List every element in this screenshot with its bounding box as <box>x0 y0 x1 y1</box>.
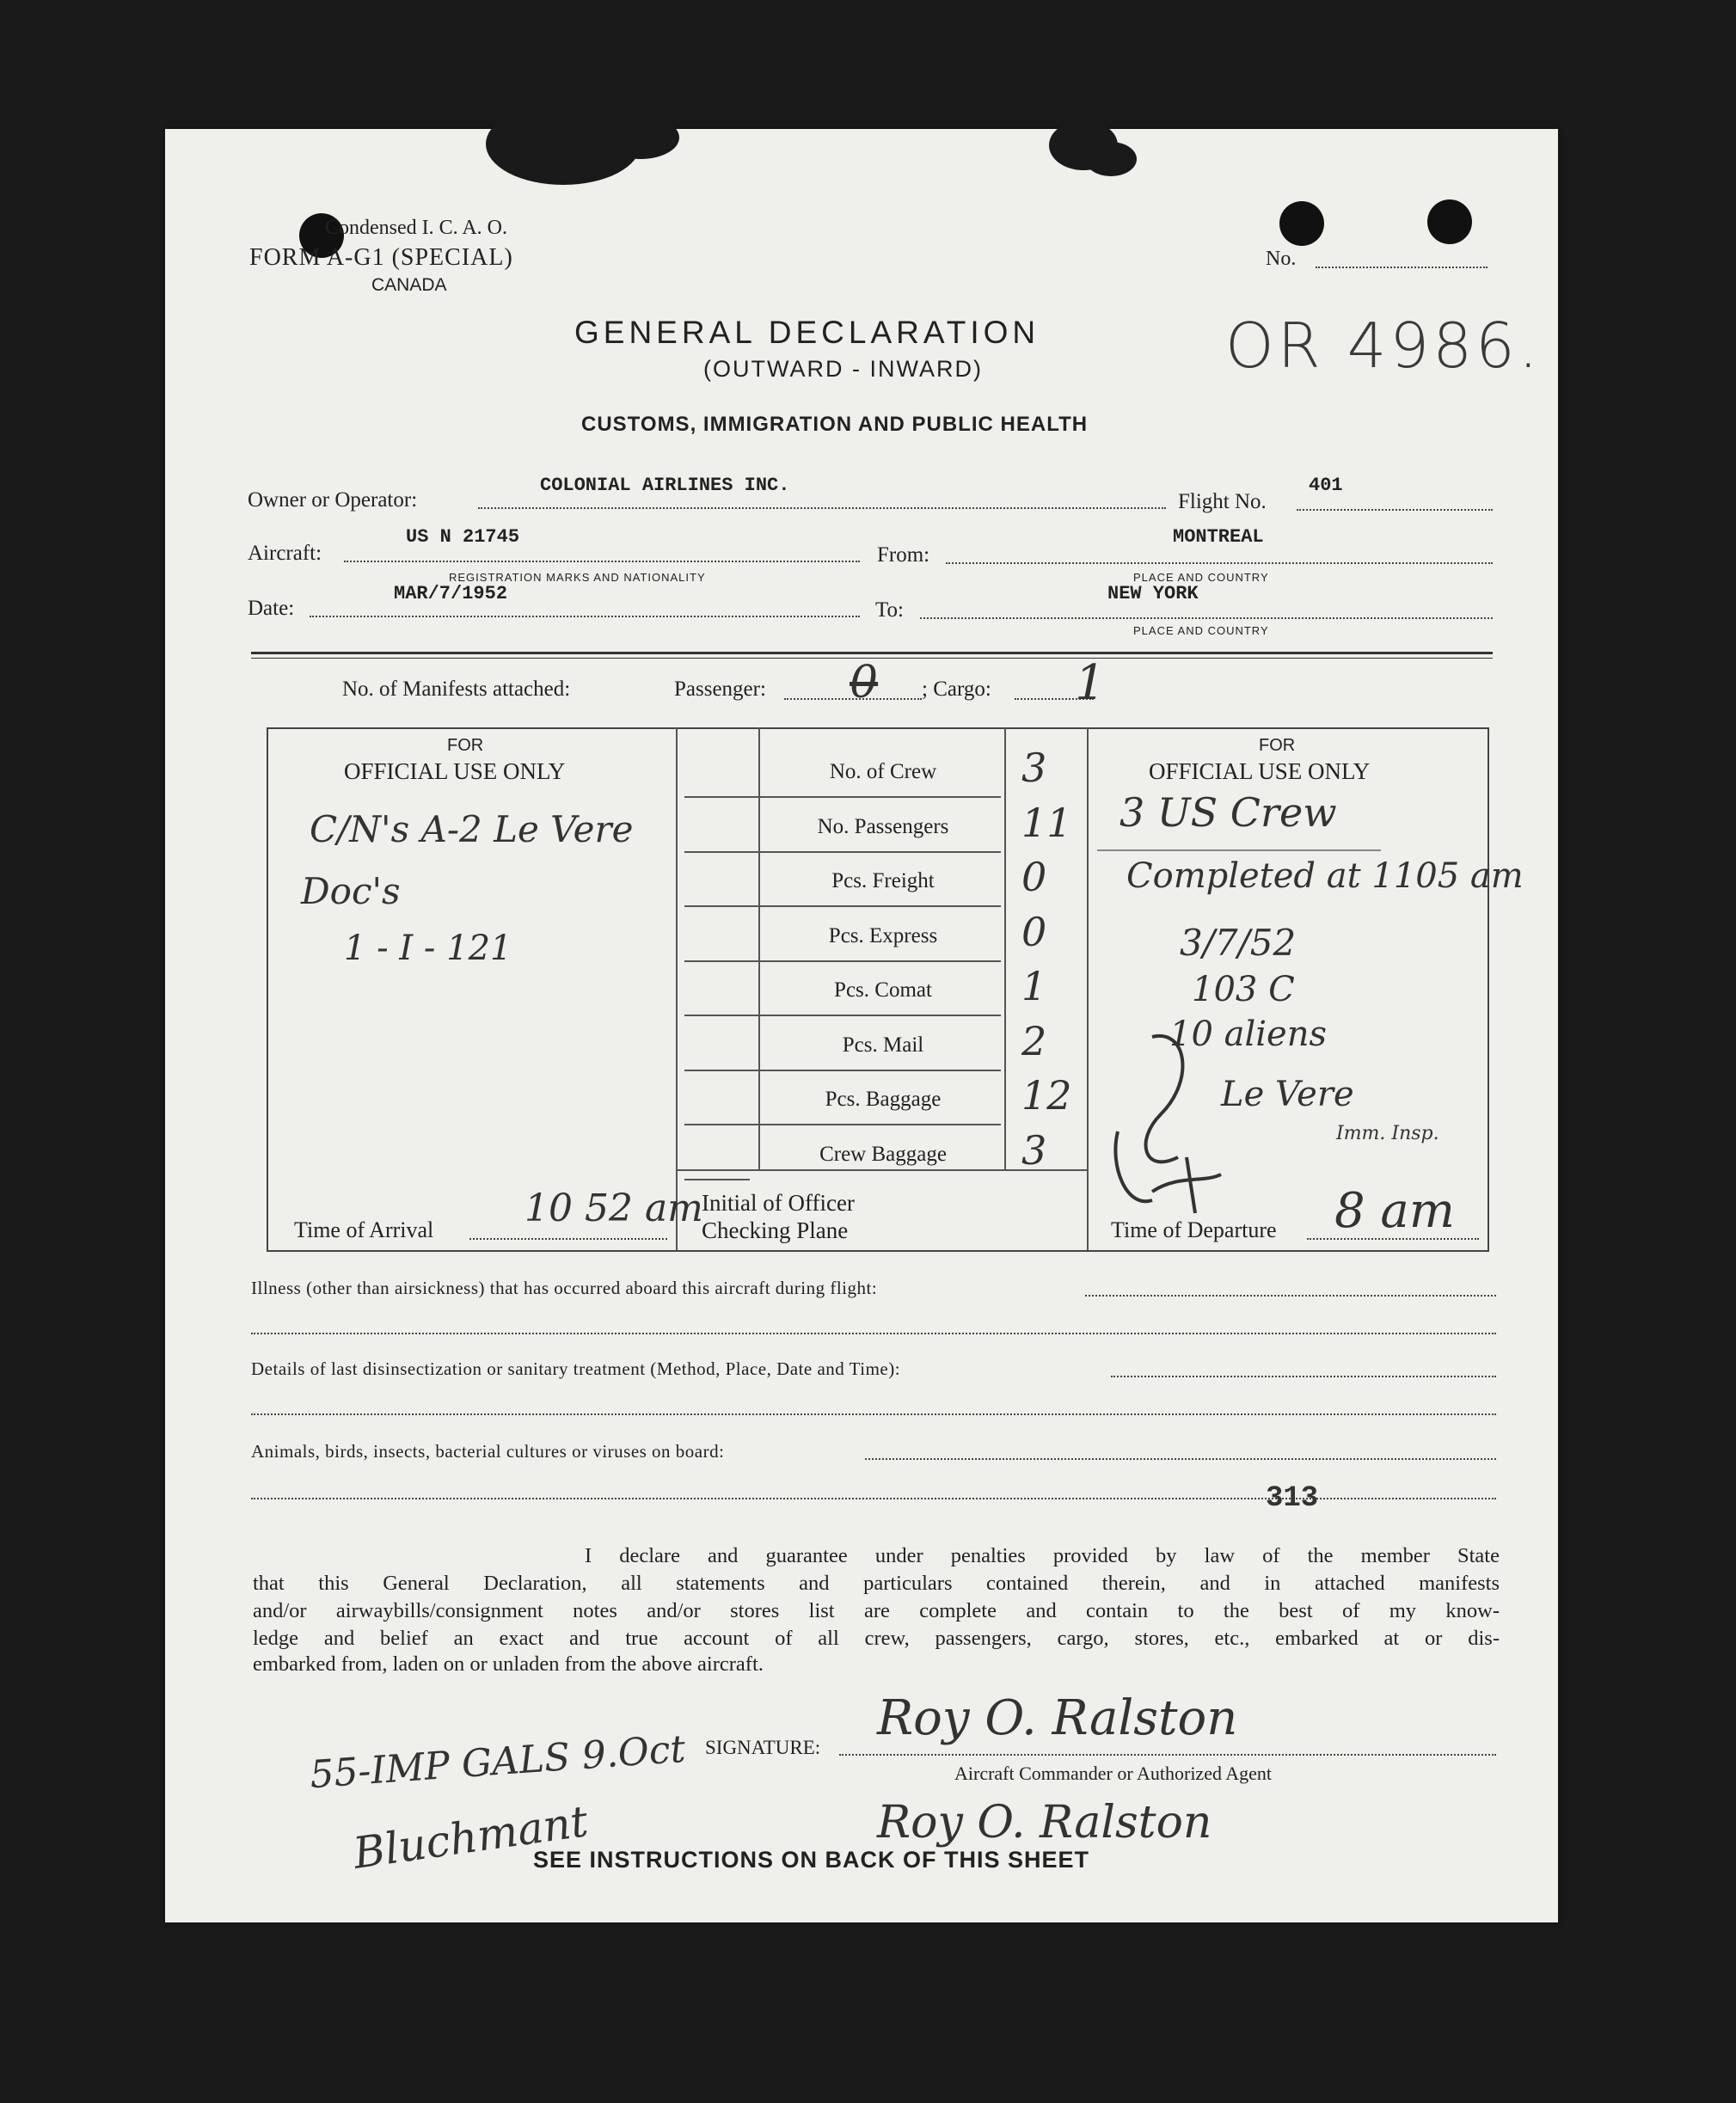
right-official-note: 103 C <box>1192 970 1295 1009</box>
count-row-value[interactable]: 0 <box>1021 909 1047 955</box>
time-of-arrival-value[interactable]: 10 52 am <box>524 1186 703 1230</box>
count-row-label: No. of Crew <box>829 760 937 783</box>
flight-value[interactable]: 401 <box>1309 475 1343 496</box>
row-divider <box>684 1015 750 1016</box>
left-official-note: 1 - I - 121 <box>344 929 512 968</box>
signature-handwritten: Roy O. Ralston <box>877 1690 1238 1746</box>
fuel-note: 55-IMP GALS 9.Oct <box>308 1726 687 1798</box>
date-value[interactable]: MAR/7/1952 <box>394 583 508 604</box>
owner-value[interactable]: COLONIAL AIRLINES INC. <box>540 475 790 496</box>
count-row-value[interactable]: 3 <box>1021 1127 1047 1174</box>
count-row-value[interactable]: 3 <box>1021 745 1047 791</box>
count-row-label: Pcs. Mail <box>842 1033 924 1057</box>
table-divider <box>676 727 678 1250</box>
owner-line <box>478 507 1166 509</box>
aircraft-caption: REGISTRATION MARKS AND NATIONALITY <box>449 571 706 584</box>
row-divider <box>684 1124 750 1125</box>
time-of-arrival-label: Time of Arrival <box>294 1217 434 1242</box>
illness-field-line[interactable] <box>251 1333 1496 1334</box>
aircraft-value[interactable]: US N 21745 <box>406 526 520 548</box>
row-divider <box>684 960 750 962</box>
stamp-number: 313 <box>1266 1482 1319 1515</box>
time-of-arrival-line <box>469 1238 667 1240</box>
animals-field[interactable] <box>865 1458 1496 1460</box>
count-row-label: Crew Baggage <box>819 1143 947 1166</box>
count-row-label: Pcs. Baggage <box>825 1088 942 1111</box>
section-title: CUSTOMS, IMMIGRATION AND PUBLIC HEALTH <box>581 413 1089 436</box>
page-title: GENERAL DECLARATION <box>574 315 1040 350</box>
count-row-value[interactable]: 11 <box>1021 800 1072 846</box>
declaration-line: and/or airwaybills/consignment notes and/or stores list are complete and contain to the best of my know- <box>253 1599 1500 1622</box>
animals-label: Animals, birds, insects, bacterial cultures or viruses on board: <box>251 1441 725 1462</box>
count-row-label: Pcs. Freight <box>831 869 935 892</box>
inspector-initials: Bluchmant <box>350 1796 592 1879</box>
right-official-note: 3 US Crew <box>1120 789 1337 836</box>
aircraft-line <box>344 561 860 562</box>
table-divider <box>1087 727 1089 1250</box>
disinsectization-field[interactable] <box>1111 1376 1496 1377</box>
passenger-manifest-label: Passenger: <box>674 677 766 701</box>
passenger-manifest-value[interactable]: 0 <box>850 657 879 708</box>
initial-officer-label: Initial of Officer <box>702 1190 855 1216</box>
declaration-line: I declare and guarantee under penalties provided by law of the member State <box>585 1544 1500 1567</box>
icao-line: Condensed I. C. A. O. <box>325 217 507 239</box>
right-official-note: 3/7/52 <box>1180 922 1297 964</box>
count-row-value[interactable]: 1 <box>1021 963 1047 1009</box>
printed-signer-name: Roy O. Ralston <box>877 1797 1212 1849</box>
no-field[interactable] <box>1316 267 1488 268</box>
row-divider <box>684 905 750 907</box>
right-official-note: Imm. Insp. <box>1336 1123 1439 1144</box>
disinsectization-label: Details of last disinsectization or sanitary treatment (Method, Place, Date and Time): <box>251 1358 901 1379</box>
page-subtitle: (OUTWARD - INWARD) <box>703 356 983 382</box>
row-divider <box>684 796 750 798</box>
from-value[interactable]: MONTREAL <box>1173 526 1264 548</box>
manifests-label: No. of Manifests attached: <box>342 677 571 701</box>
from-label: From: <box>877 543 930 567</box>
signature-label: SIGNATURE: <box>705 1737 821 1758</box>
illness-label: Illness (other than airsickness) that has occurred aboard this aircraft during flight: <box>251 1278 878 1298</box>
divider <box>251 652 1493 654</box>
handwritten-scribble <box>1101 1028 1238 1223</box>
signature-line[interactable] <box>839 1754 1496 1756</box>
right-official-note: Le Vere <box>1221 1075 1354 1114</box>
left-official-for: FOR <box>447 736 484 755</box>
declaration-line: that this General Declaration, all statements and particulars contained therein, and in attached manifests <box>253 1572 1500 1595</box>
form-number: FORM A-G1 (SPECIAL) <box>249 244 513 271</box>
time-of-departure-label: Time of Departure <box>1111 1217 1277 1242</box>
left-official-note: Doc's <box>301 870 401 912</box>
punch-hole <box>1279 201 1324 246</box>
left-official-header: OFFICIAL USE ONLY <box>344 758 566 784</box>
row-divider <box>684 1070 750 1071</box>
disinsectization-field-line[interactable] <box>251 1413 1496 1415</box>
right-official-for: FOR <box>1259 736 1296 755</box>
illness-field[interactable] <box>1085 1295 1496 1297</box>
signature-caption: Aircraft Commander or Authorized Agent <box>954 1763 1273 1784</box>
date-line <box>310 616 860 617</box>
punch-hole <box>1427 199 1472 244</box>
to-caption: PLACE AND COUNTRY <box>1133 624 1269 637</box>
date-label: Date: <box>248 597 295 620</box>
no-label: No. <box>1266 248 1297 270</box>
to-label: To: <box>875 598 904 622</box>
to-line <box>920 617 1493 619</box>
form-country: CANADA <box>371 275 447 295</box>
owner-label: Owner or Operator: <box>248 488 418 512</box>
right-official-header: OFFICIAL USE ONLY <box>1149 758 1371 784</box>
from-caption: PLACE AND COUNTRY <box>1133 571 1269 584</box>
to-value[interactable]: NEW YORK <box>1107 583 1199 604</box>
count-row-value[interactable]: 12 <box>1021 1072 1072 1119</box>
torn-edge <box>1085 142 1137 176</box>
count-row-value[interactable]: 0 <box>1021 854 1047 900</box>
checking-plane-label: Checking Plane <box>702 1217 849 1243</box>
count-row-label: Pcs. Express <box>828 924 938 947</box>
row-divider <box>684 1179 750 1180</box>
handwritten-reference: OR 4986. <box>1225 310 1542 382</box>
torn-edge <box>602 116 679 159</box>
flight-label: Flight No. <box>1178 490 1267 513</box>
flight-line <box>1297 509 1493 511</box>
time-of-departure-value[interactable]: 8 am <box>1334 1183 1455 1239</box>
count-row-value[interactable]: 2 <box>1021 1018 1047 1064</box>
declaration-line: ledge and belief an exact and true account of all crew, passengers, cargo, stores, etc., embarked at or dis- <box>253 1627 1500 1650</box>
from-line <box>946 562 1493 564</box>
row-divider <box>684 851 750 853</box>
handwritten-rule <box>1097 849 1381 851</box>
aircraft-label: Aircraft: <box>248 542 322 565</box>
right-official-note: Completed at 1105 am <box>1126 856 1524 896</box>
cargo-manifest-value[interactable]: 1 <box>1075 655 1106 711</box>
cargo-manifest-label: ; Cargo: <box>922 677 991 701</box>
instructions-footer: SEE INSTRUCTIONS ON BACK OF THIS SHEET <box>533 1847 1090 1873</box>
count-row-label: No. Passengers <box>817 815 949 838</box>
right-official-note: 10 aliens <box>1169 1015 1328 1054</box>
declaration-line: embarked from, laden on or unladen from the above aircraft. <box>253 1652 764 1676</box>
count-row-label: Pcs. Comat <box>834 978 932 1002</box>
left-official-note: C/N's A-2 Le Vere <box>310 808 634 850</box>
